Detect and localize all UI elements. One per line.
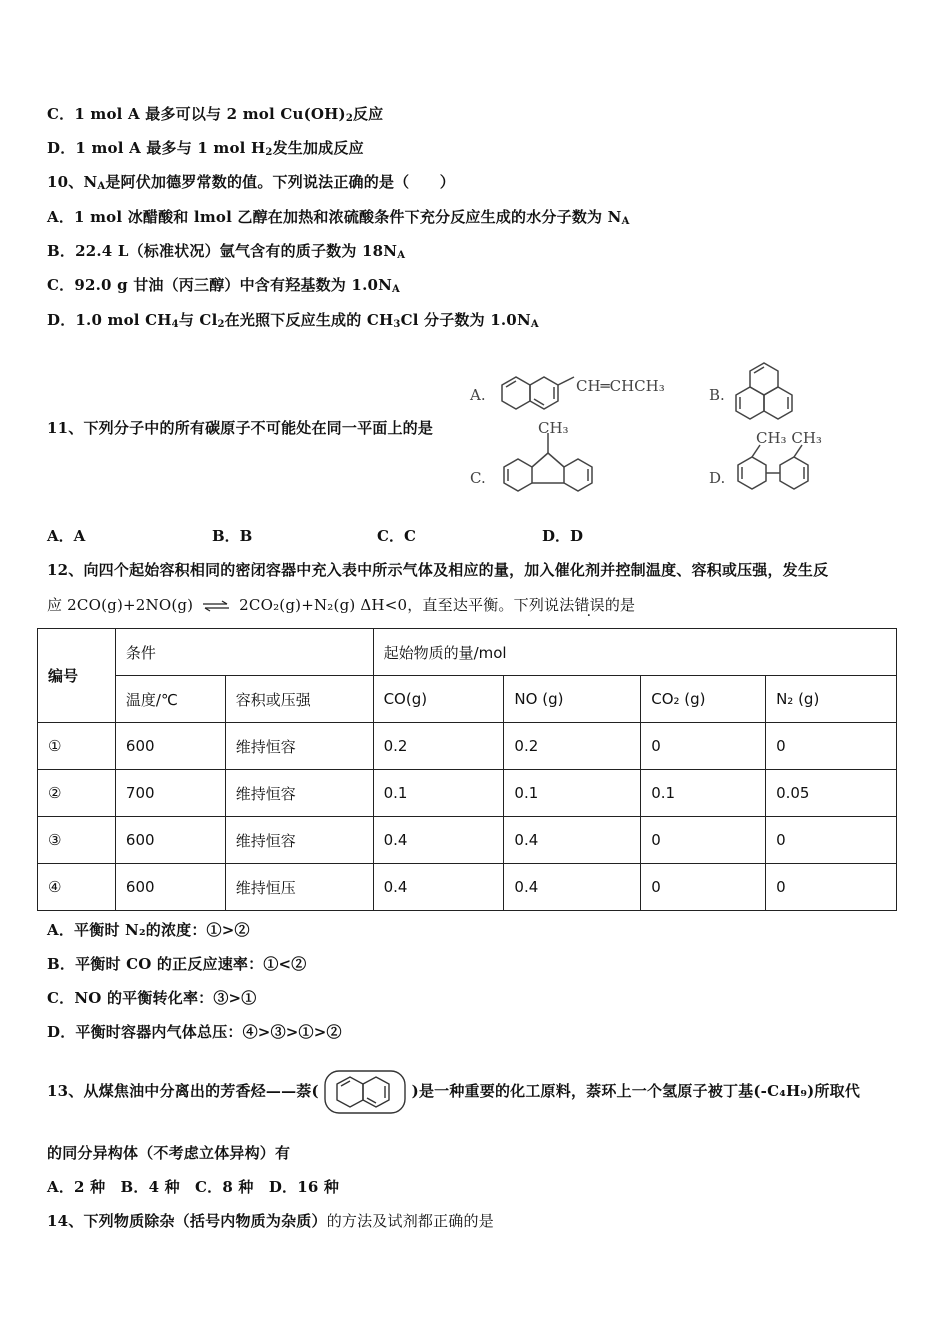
cell-n2: 0: [766, 864, 897, 911]
q13-stem-line2: 的同分异构体（不考虑立体异构）有: [47, 1144, 291, 1162]
th-number: 编号: [38, 629, 116, 723]
q12-data-table: [37, 628, 897, 911]
cell-no: 0.4: [504, 817, 641, 864]
q11-group-d: CH₃ CH₃: [756, 429, 822, 447]
th-no: NO (g): [504, 676, 641, 723]
table-row: [38, 770, 897, 817]
table-row: [38, 817, 897, 864]
q11-label-d: D.: [709, 469, 726, 487]
q11-label-b: B.: [709, 386, 725, 404]
cell-n2: 0.05: [766, 770, 897, 817]
table-row: [38, 723, 897, 770]
th-n2: N₂ (g): [766, 676, 897, 723]
th-volume-pressure: 容积或压强: [225, 676, 373, 723]
table-row: [38, 864, 897, 911]
q11-choice-c: C．C: [377, 527, 416, 545]
cell-temp: 700: [115, 770, 225, 817]
q12-option-c: C．NO 的平衡转化率：③>①: [47, 989, 257, 1007]
cell-id: ②: [38, 770, 116, 817]
structure-a-naphthyl-propene: [502, 377, 574, 409]
q10-option-b: B．22.4 L（标准状况）氩气含有的质子数为 $18N_A$: [47, 242, 406, 261]
cell-id: ③: [38, 817, 116, 864]
cell-co: 0.2: [373, 723, 504, 770]
cell-temp: 600: [115, 817, 225, 864]
q13-stem-line1: 13、从煤焦油中分离出的芳香烃——萘( )是一种重要的化工原料，萘环上一个氢原子被丁基(-C₄H₉)所取代: [47, 1080, 860, 1101]
structure-c-methylfluorene: [504, 433, 592, 491]
q14-stem: 14、下列物质除杂（括号内物质为杂质）的方法及试剂都正确的是: [47, 1212, 494, 1230]
q9-option-c: C．1 mol A 最多可以与 2 mol $Cu(OH)_2$反应: [47, 105, 384, 124]
cell-co2: 0: [641, 864, 766, 911]
q12-option-b: B．平衡时 CO 的正反应速率：①<②: [47, 955, 307, 973]
q13-options: A．2 种 B．4 种 C．8 种 D．16 种: [47, 1178, 340, 1196]
cell-no: 0.4: [504, 864, 641, 911]
q11-choice-b: B．B: [212, 527, 253, 545]
q10-option-c: C．92.0 g 甘油（丙三醇）中含有羟基数为 $1.0N_A$: [47, 276, 401, 295]
structure-b-phenanthrene: [736, 363, 792, 419]
q11-group-a: CH═CHCH₃: [576, 377, 665, 395]
equilibrium-arrow-icon: [202, 600, 230, 612]
cell-co: 0.4: [373, 817, 504, 864]
cell-co2: 0: [641, 723, 766, 770]
q11-label-c: C.: [470, 469, 486, 487]
q11-structures-figure: [466, 355, 846, 505]
q10-option-d: D．1.0 mol $CH_4$与 $Cl_2$在光照下反应生成的 $CH_3Cl$ 分子数为 $1.0N_A$: [47, 311, 539, 330]
th-condition: 条件: [115, 629, 373, 676]
cell-id: ①: [38, 723, 116, 770]
q11-label-a: A.: [470, 386, 486, 404]
q12-option-d: D．平衡时容器内气体总压：④>③>①>②: [47, 1023, 342, 1041]
cell-no: 0.1: [504, 770, 641, 817]
q9-option-d: D．1 mol A 最多与 1 mol $H_2$发生加成反应: [47, 139, 364, 158]
cell-condition: 维持恒容: [225, 817, 373, 864]
cell-condition: 维持恒容: [225, 770, 373, 817]
cell-condition: 维持恒容: [225, 723, 373, 770]
q11-choice-d: D．D: [542, 527, 584, 545]
cell-temp: 600: [115, 864, 225, 911]
naphthalene-icon: [324, 1070, 406, 1114]
cell-no: 0.2: [504, 723, 641, 770]
q11-choice-a: A．A: [47, 527, 86, 545]
th-temperature: 温度/℃: [115, 676, 225, 723]
cell-co: 0.4: [373, 864, 504, 911]
q12-stem-line1: 12、向四个起始容积相同的密闭容器中充入表中所示气体及相应的量，加入催化剂并控制温度、容积或压强，发生反: [47, 561, 829, 579]
th-co2: CO₂ (g): [641, 676, 766, 723]
cell-temp: 600: [115, 723, 225, 770]
structure-d-dimethylbiphenyl: [738, 445, 808, 489]
q10-stem: 10、$N_A$是阿伏加德罗常数的值。下列说法正确的是（ ）: [47, 173, 455, 192]
cell-condition: 维持恒压: [225, 864, 373, 911]
q11-stem: 11、下列分子中的所有碳原子不可能处在同一平面上的是: [47, 419, 434, 437]
th-co: CO(g): [373, 676, 504, 723]
cell-co: 0.1: [373, 770, 504, 817]
q11-group-c: CH₃: [538, 419, 569, 437]
q10-option-a: A．1 mol 冰醋酸和 lmol 乙醇在加热和浓硫酸条件下充分反应生成的水分子数为 $N_A$: [47, 208, 630, 227]
emphasis-wrong: 错误: [574, 596, 605, 614]
q12-stem-line2: 应 2CO(g)+2NO(g) 2CO₂(g)+N₂(g) ΔH<0，直至达平衡。下列说法错误的是: [47, 596, 636, 614]
cell-id: ④: [38, 864, 116, 911]
cell-n2: 0: [766, 723, 897, 770]
cell-co2: 0: [641, 817, 766, 864]
cell-n2: 0: [766, 817, 897, 864]
cell-co2: 0.1: [641, 770, 766, 817]
q12-option-a: A．平衡时 N₂的浓度：①>②: [47, 921, 250, 939]
th-initial-amount: 起始物质的量/mol: [373, 629, 896, 676]
